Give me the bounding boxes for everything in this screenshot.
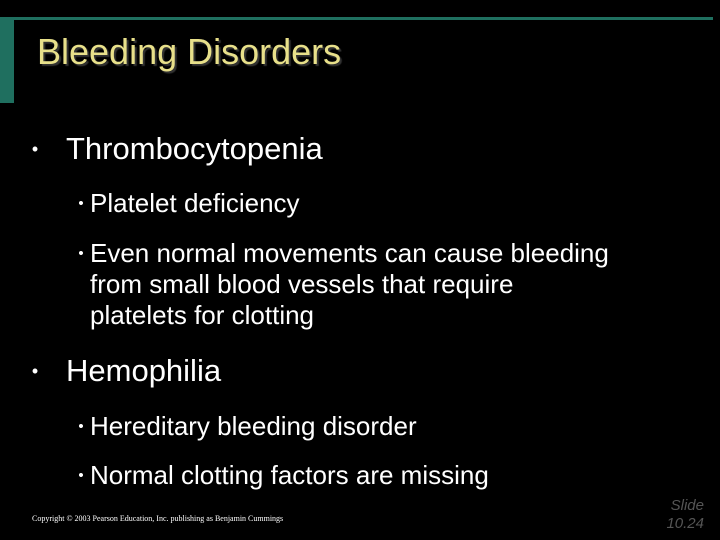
subbullet-text	[90, 460, 690, 491]
bullet-dot-icon: •	[31, 139, 39, 159]
slide-label: Slide	[670, 497, 704, 514]
subbullet-dot-icon: •	[78, 467, 84, 484]
subbullet-line: Normal clotting factors are missing	[90, 460, 489, 490]
subbullet-text	[90, 188, 690, 219]
bullet-label: Thrombocytopenia	[66, 131, 323, 166]
subbullet-line: Hereditary bleeding disorder	[90, 411, 417, 441]
subbullet-line: Even normal movements can cause bleeding	[90, 238, 609, 268]
slide-number-value: 10.24	[666, 515, 704, 532]
subbullet-dot-icon: •	[78, 245, 84, 262]
subbullet-line: platelets for clotting	[90, 300, 315, 330]
subbullet-text	[90, 411, 690, 442]
subbullet-text	[90, 238, 690, 331]
slide-title: Bleeding Disorders	[37, 31, 342, 72]
subbullet-dot-icon: •	[78, 195, 84, 212]
subbullet-line: Platelet deficiency	[90, 188, 300, 218]
copyright-notice: Copyright © 2003 Pearson Education, Inc. publishing as Benjamin Cummings	[32, 514, 284, 523]
title-frame-top-bar	[14, 17, 713, 20]
subbullet-dot-icon: •	[78, 418, 84, 435]
title-frame-left-bar	[0, 17, 14, 103]
bullet-label: Hemophilia	[66, 353, 222, 388]
subbullet-line: from small blood vessels that require	[90, 269, 514, 299]
bullet-dot-icon: •	[31, 361, 39, 381]
slide-number	[648, 497, 704, 533]
